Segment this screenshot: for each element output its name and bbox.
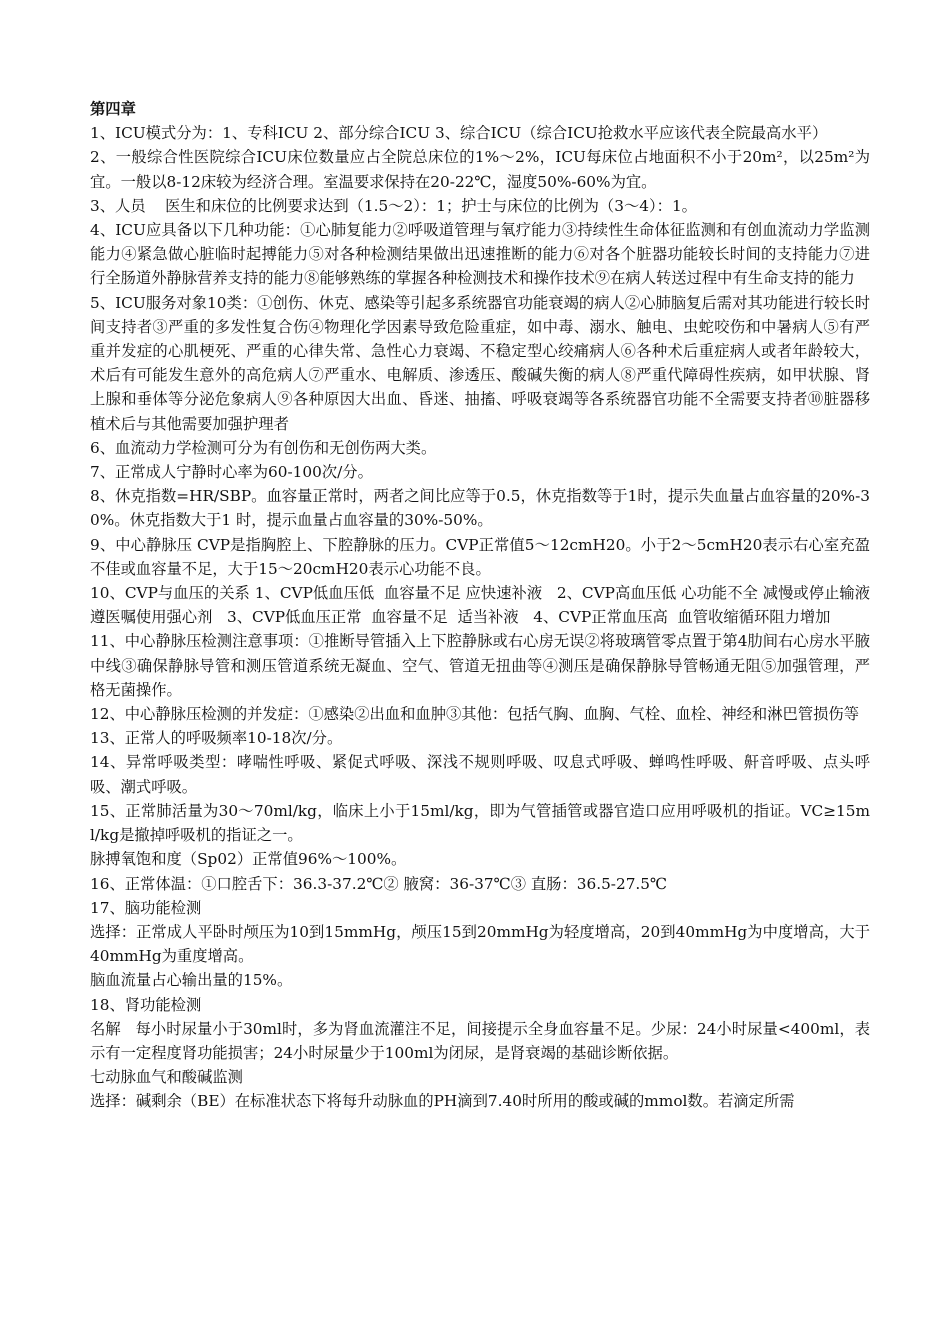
paragraph-cerebral-blood-flow: 脑血流量占心输出量的15%。 — [90, 971, 293, 990]
paragraph-icu-modes: 1、ICU模式分为：1、专科ICU 2、部分综合ICU 3、综合ICU（综合ICU抢救水平应该代表全院最高水平） — [90, 124, 828, 143]
paragraph-bed-count: 2、一般综合性医院综合ICU床位数量应占全院总床位的1%～2%，ICU每床位占地面积不小于20m²，以25m²为宜。一般以8-12床较为经济合理。室温要求保持在20-22℃，湿度50%-60%为宜。 — [90, 148, 870, 191]
paragraph-spo2: 脉搏氧饱和度（Sp02）正常值96%～100%。 — [90, 850, 407, 869]
paragraph-intracranial-pressure: 选择：正常成人平卧时颅压为10到15mmHg，颅压15到20mmHg为轻度增高，20到40mmHg为中度增高，大于40mmHg为重度增高。 — [90, 922, 870, 966]
paragraph-abnormal-breathing: 14、异常呼吸类型：哮喘性呼吸、紧促式呼吸、深浅不规则呼吸、叹息式呼吸、蝉鸣性呼吸、鼾音呼吸、点头呼吸、潮式呼吸。 — [90, 753, 870, 796]
paragraph-respiratory-rate: 13、正常人的呼吸频率10-18次/分。 — [90, 729, 343, 748]
paragraph-cvp-complications: 12、中心静脉压检测的并发症：①感染②出血和血肿③其他：包括气胸、血胸、气栓、血栓、神经和淋巴管损伤等 — [90, 705, 860, 724]
paragraph-shock-index: 8、休克指数=HR/SBP。血容量正常时，两者之间比应等于0.5，休克指数等于1时，提示失血量占血容量的20%-30%。休克指数大于1 时，提示血量占血容量的30%-50%。 — [90, 487, 870, 530]
paragraph-cvp-bp-relation: 10、CVP与血压的关系 1、CVP低血压低 血容量不足 应快速补液 2、CVP高血压低 心功能不全 减慢或停止输液 遵医嘱使用强心剂 3、CVP低血压正常 血容量不足 适当补液 4、CVP正常血压高 血管收缩循环阻力增加 — [90, 584, 875, 627]
paragraph-brain-function-heading: 17、脑功能检测 — [90, 898, 202, 917]
paragraph-body-temperature: 16、正常体温：①口腔舌下：36.3-37.2℃② 腋窝：36-37℃③ 直肠：36.5-27.5℃ — [90, 874, 668, 893]
paragraph-cvp: 9、中心静脉压 CVP是指胸腔上、下腔静脉的压力。CVP正常值5～12cmH20。小于2～5cmH20表示右心室充盈不佳或血容量不足，大于15～20cmH20表示心功能不良。 — [90, 535, 870, 578]
chapter-title: 第四章 — [90, 100, 136, 118]
paragraph-urine-output: 名解 每小时尿量小于30ml时，多为肾血流灌注不足，间接提示全身血容量不足。少尿：24小时尿量<400ml，表示有一定程度肾功能损害；24小时尿量少于100ml为闭尿，是肾衰竭的基础诊断依据。 — [90, 1019, 870, 1062]
paragraph-blood-gas-heading: 七动脉血气和酸碱监测 — [90, 1068, 243, 1087]
paragraph-service-targets: 5、ICU服务对象10类：①创伤、休克、感染等引起多系统器官功能衰竭的病人②心肺脑复后需对其功能进行较长时间支持者③严重的多发性复合伤④物理化学因素导致危险重症，如中毒、溺水、触电、虫蛇咬伤和中暑病人⑤有严重并发症的心肌梗死、严重的心律失常、急性心力衰竭、不稳定型心绞痛病人⑥各种术后重症病人或者年龄较大，术后有可能发生意外的高危病人⑦严重水、电解质、渗透压、酸碱失衡的病人⑧严重代障碍性疾病，如甲状腺、肾上腺和垂体等分泌危象病人⑨各种原因大出血、昏迷、抽搐、呼吸衰竭等各系统器官功能不全需要支持者⑩脏器移植术后与其他需要加强护理者 — [90, 293, 870, 433]
paragraph-vital-capacity: 15、正常肺活量为30～70ml/kg，临床上小于15ml/kg，即为气管插管或器官造口应用呼吸机的指证。VC≥15ml/kg是撤掉呼吸机的指证之一。 — [90, 801, 870, 845]
paragraph-hemodynamic-types: 6、血流动力学检测可分为有创伤和无创伤两大类。 — [90, 438, 437, 457]
paragraph-icu-functions: 4、ICU应具备以下几种功能：①心肺复能力②呼吸道管理与氧疗能力③持续性生命体征监测和有创血流动力学监测能力④紧急做心脏临时起搏能力⑤对各种检测结果做出迅速推断的能力⑥对各个脏器功能较长时间的支持能力⑦进行全肠道外静脉营养支持的能力⑧能够熟练的掌握各种检测技术和操作技术⑨在病人转送过程中有生命支持的能力 — [90, 221, 870, 288]
document-page — [90, 97, 875, 1114]
paragraph-base-excess: 选择：碱剩余（BE）在标准状态下将每升动脉血的PH滴到7.40时所用的酸或碱的mmol数。若滴定所需 — [90, 1092, 795, 1111]
paragraph-staff-ratio: 3、人员 医生和床位的比例要求达到（1.5～2）：1；护士与床位的比例为（3～4）：1。 — [90, 196, 697, 215]
paragraph-heart-rate: 7、正常成人宁静时心率为60-100次/分。 — [90, 463, 373, 482]
paragraph-cvp-precautions: 11、中心静脉压检测注意事项：①推断导管插入上下腔静脉或右心房无误②将玻璃管零点置于第4肋间右心房水平腋中线③确保静脉导管和测压管道系统无凝血、空气、管道无扭曲等④测压是确保静脉导管畅通无阻⑤加强管理，严格无菌操作。 — [90, 632, 870, 699]
paragraph-renal-function-heading: 18、肾功能检测 — [90, 995, 202, 1014]
